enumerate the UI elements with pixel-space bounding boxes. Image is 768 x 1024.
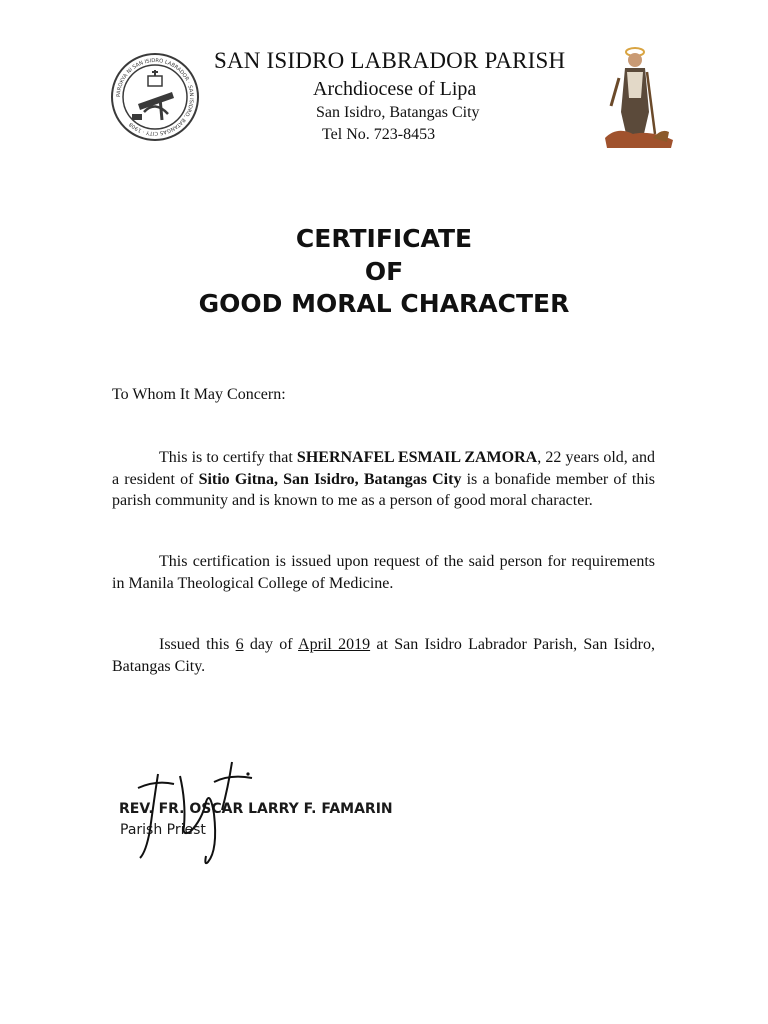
certification-paragraph — [112, 447, 655, 512]
p3-text-start: Issued this — [159, 636, 236, 653]
purpose-paragraph: This certification is issued upon request of the said person for requirements in Manila Theological College of Medicine. — [112, 553, 655, 592]
certified-person-name: SHERNAFEL ESMAIL ZAMORA — [296, 449, 538, 466]
issued-paragraph — [112, 634, 655, 677]
parish-telephone: Tel No. 723-8453 — [322, 126, 436, 143]
salutation: To Whom It May Concern: — [112, 386, 286, 403]
certificate-title-line1: CERTIFICATE — [295, 224, 473, 253]
archdiocese-name: Archdiocese of Lipa — [313, 78, 477, 100]
signatory-title: Parish Priest — [120, 822, 206, 838]
parish-address: San Isidro, Batangas City — [316, 104, 480, 121]
handwritten-signature — [110, 740, 370, 870]
parish-name: SAN ISIDRO LABRADOR PARISH — [214, 48, 566, 73]
p1-text-mid: , 22 years old, and a resident of — [112, 449, 655, 488]
p1-text-start: This is to certify that — [159, 449, 297, 466]
certificate-title-line3: GOOD MORAL CHARACTER — [198, 289, 570, 318]
p3-text-end: at San Isidro Labrador Parish, San Isidro, Batangas City. — [112, 636, 656, 675]
p1-text-end: is a bonafide member of this parish community and is known to me as a person of good moral character. — [112, 470, 656, 509]
p3-text-mid: day of — [243, 636, 299, 653]
issue-day: 6 — [235, 636, 244, 653]
issue-month-year: April 2019 — [298, 636, 371, 653]
signatory-name: REV. FR. OSCAR LARRY F. FAMARIN — [119, 801, 393, 817]
parish-seal-logo — [110, 52, 200, 142]
certificate-title-line2: OF — [364, 257, 404, 286]
svg-text:PAROKYA NI SAN ISIDRO LABRADOR: PAROKYA NI SAN ISIDRO LABRADOR · SAN ISIDRO, BATANGAS CITY · 1908 — [115, 57, 195, 137]
residence: Sitio Gitna, San Isidro, Batangas City — [198, 470, 462, 488]
saint-isidore-image — [603, 42, 675, 150]
